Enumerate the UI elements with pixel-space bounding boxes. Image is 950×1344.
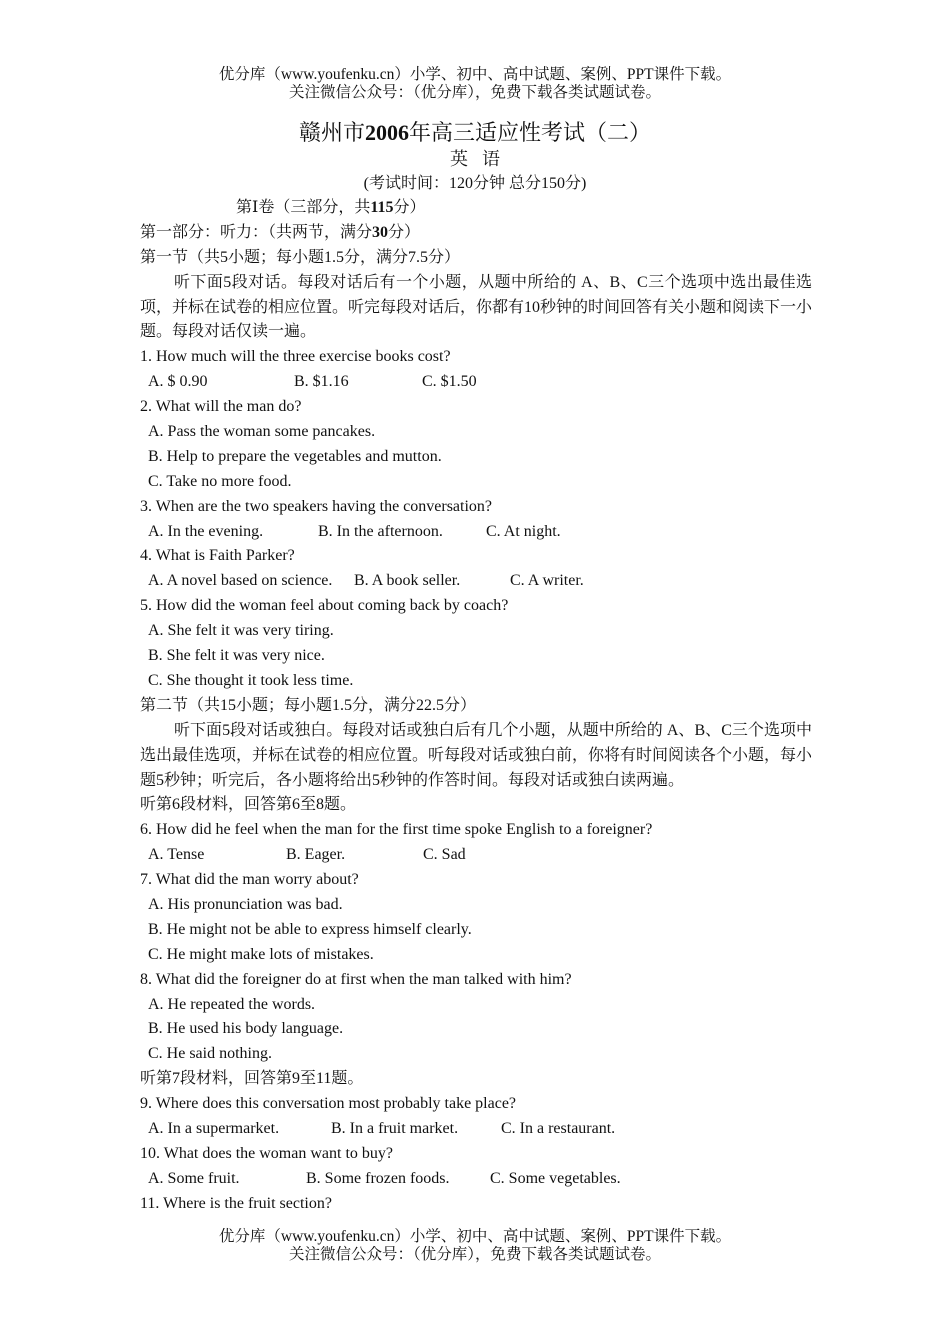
question-2-option-c: C. Take no more food. (148, 472, 292, 490)
part1-prefix: 第一部分：听力：（共两节，满分 (140, 223, 373, 241)
exam-info: (考试时间：120分钟 总分150分) (363, 175, 587, 192)
header-line-1: 优分库（www.youfenku.cn）小学、初中、高中试题、案例、PPT课件下载。 (218, 66, 732, 83)
question-5-option-a: A. She felt it was very tiring. (148, 622, 334, 640)
question-10-option-a: A. Some fruit. (148, 1169, 240, 1187)
question-9-options (140, 1117, 812, 1142)
question-7-option-a: A. His pronunciation was bad. (148, 895, 343, 913)
question-3-option-a: A. In the evening. (148, 522, 264, 540)
question-7-option-c: C. He might make lots of mistakes. (148, 945, 374, 963)
question-8-option-b: B. He used his body language. (148, 1020, 344, 1038)
question-4-options (140, 569, 812, 594)
volume-prefix: 第Ⅰ卷（三部分，共 (236, 199, 371, 216)
section1-heading: 第一节（共5小题；每小题1.5分，满分7.5分） (140, 248, 461, 266)
question-5-stem: 5. How did the woman feel about coming back by coach? (140, 597, 509, 615)
question-10-option-b: B. Some frozen foods. (306, 1169, 450, 1187)
question-6-options (140, 843, 812, 868)
question-1-option-a: A. $ 0.90 (148, 373, 208, 391)
part1-score: 30 (372, 223, 389, 241)
question-8-stem: 8. What did the foreigner do at first when the man talked with him? (140, 970, 572, 988)
question-6-option-a: A. Tense (148, 846, 205, 864)
question-8-option-a: A. He repeated the words. (148, 995, 316, 1013)
question-7-option-b: B. He might not be able to express himself clearly. (148, 920, 472, 938)
question-5-option-b: B. She felt it was very nice. (148, 647, 325, 665)
question-6-stem: 6. How did he feel when the man for the first time spoke English to a foreigner? (140, 821, 653, 839)
question-2-option-b: B. Help to prepare the vegetables and mutton. (148, 447, 442, 465)
page-footer (0, 1228, 950, 1264)
exam-content (140, 196, 812, 1217)
title-year: 2006 (365, 120, 409, 145)
footer-line-2: 关注微信公众号：（优分库），免费下载各类试题试卷。 (288, 1246, 661, 1263)
question-8-option-c: C. He said nothing. (148, 1045, 272, 1063)
title-suffix: 年高三适应性考试（二） (409, 120, 652, 145)
question-2-option-a: A. Pass the woman some pancakes. (148, 423, 376, 441)
volume-heading (140, 196, 812, 221)
question-3-stem: 3. When are the two speakers having the conversation? (140, 497, 493, 515)
question-9-option-b: B. In a fruit market. (331, 1119, 459, 1137)
question-7-stem: 7. What did the man worry about? (140, 871, 359, 889)
section2-heading: 第二节（共15小题；每小题1.5分，满分22.5分） (140, 696, 477, 714)
volume-suffix: 分） (393, 199, 426, 216)
section2-instructions: 听下面5段对话或独白。每段对话或独白后有几个小题，从题中所给的 A、B、C三个选项中选出最佳选项，并标在试卷的相应位置。听每段对话或独白前，你将有时间阅读各个小题，每小题5秒钟；听完后，各小题将给出5秒钟的作答时间。每段对话或独白读两遍。 (140, 721, 813, 789)
part1-suffix: 分） (388, 223, 421, 241)
question-6-option-c: C. Sad (423, 846, 466, 864)
question-3-option-b: B. In the afternoon. (318, 522, 443, 540)
question-10-stem: 10. What does the woman want to buy? (140, 1144, 393, 1162)
title-prefix: 赣州市 (298, 120, 365, 145)
question-9-option-a: A. In a supermarket. (148, 1119, 280, 1137)
question-3-option-c: C. At night. (486, 522, 561, 540)
subject-heading: 英语 (450, 149, 514, 169)
footer-line-1: 优分库（www.youfenku.cn）小学、初中、高中试题、案例、PPT课件下载。 (218, 1228, 732, 1245)
question-1-option-c: C. $1.50 (422, 373, 477, 391)
header-line-2: 关注微信公众号：（优分库），免费下载各类试题试卷。 (288, 84, 661, 101)
page-header (0, 66, 950, 102)
question-3-options (140, 520, 812, 545)
question-10-options (140, 1167, 812, 1192)
material-6-note: 听第6段材料，回答第6至8题。 (140, 796, 357, 814)
question-2-stem: 2. What will the man do? (140, 398, 302, 416)
question-1-options (140, 370, 812, 395)
section1-instructions: 听下面5段对话。每段对话后有一个小题，从题中所给的 A、B、C三个选项中选出最佳选项，并标在试卷的相应位置。听完每段对话后，你都有10秒钟的时间回答有关小题和阅读下一小题。每段对话仅读一遍。 (140, 273, 813, 341)
question-4-stem: 4. What is Faith Parker? (140, 547, 295, 565)
volume-score: 115 (370, 199, 394, 216)
question-9-stem: 9. Where does this conversation most probably take place? (140, 1095, 517, 1113)
question-1-stem: 1. How much will the three exercise books cost? (140, 348, 451, 366)
question-11-stem: 11. Where is the fruit section? (140, 1194, 332, 1212)
question-9-option-c: C. In a restaurant. (501, 1119, 616, 1137)
part1-heading (140, 221, 812, 246)
question-6-option-b: B. Eager. (286, 846, 346, 864)
question-4-option-c: C. A writer. (510, 572, 584, 590)
question-1-option-b: B. $1.16 (294, 373, 349, 391)
question-4-option-b: B. A book seller. (354, 572, 461, 590)
question-10-option-c: C. Some vegetables. (490, 1169, 621, 1187)
question-5-option-c: C. She thought it took less time. (148, 671, 354, 689)
exam-title (0, 120, 950, 146)
question-4-option-a: A. A novel based on science. (148, 572, 333, 590)
material-7-note: 听第7段材料，回答第9至11题。 (140, 1070, 364, 1088)
